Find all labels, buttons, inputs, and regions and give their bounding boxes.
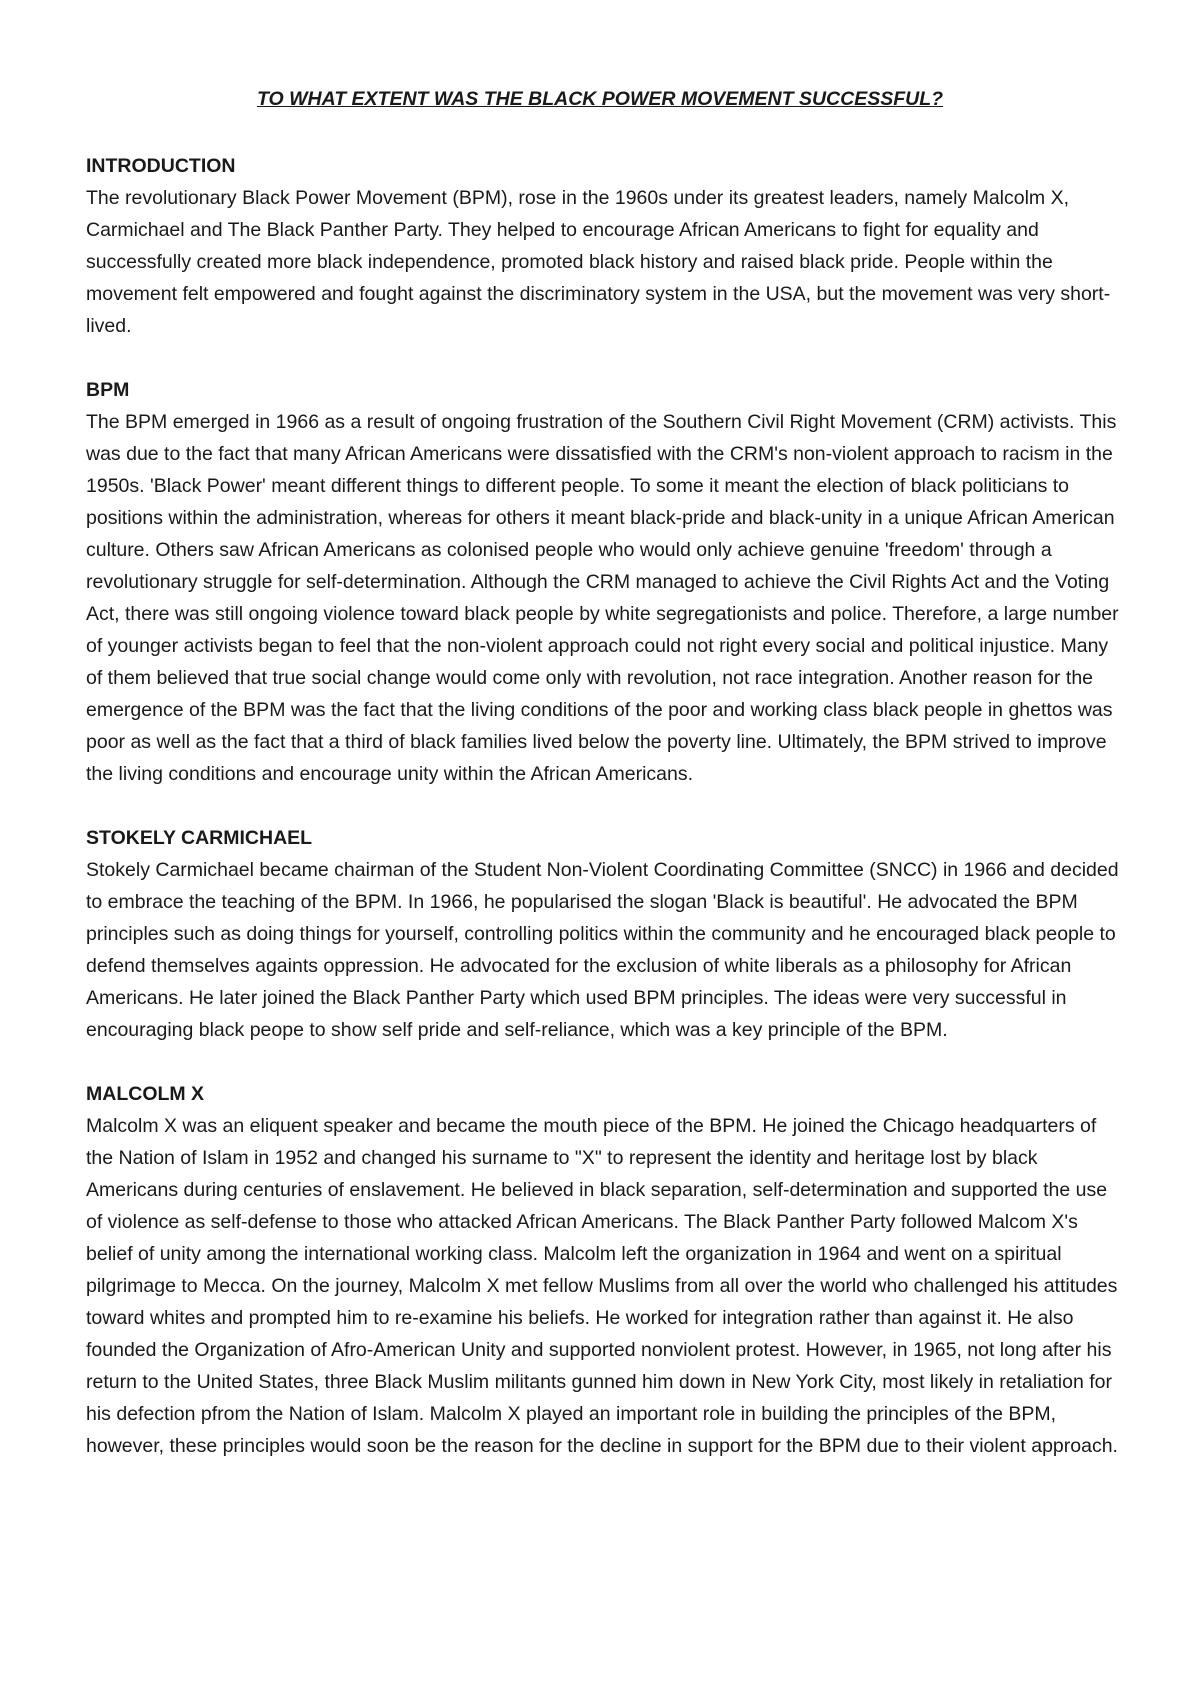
section-body: The revolutionary Black Power Movement (BPM), rose in the 1960s under its greatest leaders, namely Malcolm X, Carmichael and The Black Panther Party. They helped to encourage African Americans to fight for equality and successfully created more black independence, promoted black history and raised black pride. People within the movement felt empowered and fought against the discriminatory system in the USA, but the movement was very short- lived. [86, 187, 1111, 337]
section-bpm [86, 374, 1126, 790]
section-body: The BPM emerged in 1966 as a result of ongoing frustration of the Southern Civil Right Movement (CRM) activists. This was due to the fact that many African Americans were dissatisfied with the CRM's non-violent approach to racism in the 1950s. 'Black Power' meant different things to different people. To some it meant the election of black politicians to positions within the administration, whereas for others it meant black-pride and black-unity in a unique African American culture. Others saw African Americans as colonised people who would only achieve genuine 'freedom' through a revolutionary struggle for self-determination. Although the CRM managed to achieve the Civil Rights Act and the Voting Act, there was still ongoing violence toward black people by white segregationists and police. Therefore, a large number of younger activists began to feel that the non-violent approach could not right every social and political injustice. Many of them believed that true social change would come only with revolution, not race integration. Another reason for the emergence of the BPM was the fact that the living conditions of the poor and working class black people in ghettos was poor as well as the fact that a third of black families lived below the poverty line. Ultimately, the BPM strived to improve the living conditions and encourage unity within the African Americans. [86, 411, 1119, 785]
section-stokely-carmichael [86, 822, 1126, 1046]
document-content [86, 150, 1126, 1494]
section-heading: MALCOLM X [86, 1083, 205, 1105]
section-heading: INTRODUCTION [86, 155, 236, 177]
section-body: Malcolm X was an eliquent speaker and became the mouth piece of the BPM. He joined the Chicago headquarters of the Nation of Islam in 1952 and changed his surname to "X" to represent the identity and heritage lost by black Americans during centuries of enslavement. He believed in black separation, self-determination and supported the use of violence as self-defense to those who attacked African Americans. The Black Panther Party followed Malcom X's belief of unity among the international working class. Malcolm left the organization in 1964 and went on a spiritual pilgrimage to Mecca. On the journey, Malcolm X met fellow Muslims from all over the world who challenged his attitudes toward whites and prompted him to re-examine his beliefs. He worked for integration rather than against it. He also founded the Organization of Afro-American Unity and supported nonviolent protest. However, in 1965, not long after his return to the United States, three Black Muslim militants gunned him down in New York City, most likely in retaliation for his defection pfrom the Nation of Islam. Malcolm X played an important role in building the principles of the BPM, however, these principles would soon be the reason for the decline in support for the BPM due to their violent approach. [86, 1115, 1118, 1457]
section-introduction [86, 150, 1126, 342]
section-malcolm-x [86, 1078, 1126, 1462]
document-title: TO WHAT EXTENT WAS THE BLACK POWER MOVEMENT SUCCESSFUL? [256, 88, 944, 110]
section-heading: BPM [86, 379, 130, 401]
section-body: Stokely Carmichael became chairman of the Student Non-Violent Coordinating Committee (SNCC) in 1966 and decided to embrace the teaching of the BPM. In 1966, he popularised the slogan 'Black is beautiful'. He advocated the BPM principles such as doing things for yourself, controlling politics within the community and he encouraged black people to defend themselves againts oppression. He advocated for the exclusion of white liberals as a philosophy for African Americans. He later joined the Black Panther Party which used BPM principles. The ideas were very successful in encouraging black peope to show self pride and self-reliance, which was a key principle of the BPM. [86, 859, 1119, 1041]
section-heading: STOKELY CARMICHAEL [86, 827, 313, 849]
